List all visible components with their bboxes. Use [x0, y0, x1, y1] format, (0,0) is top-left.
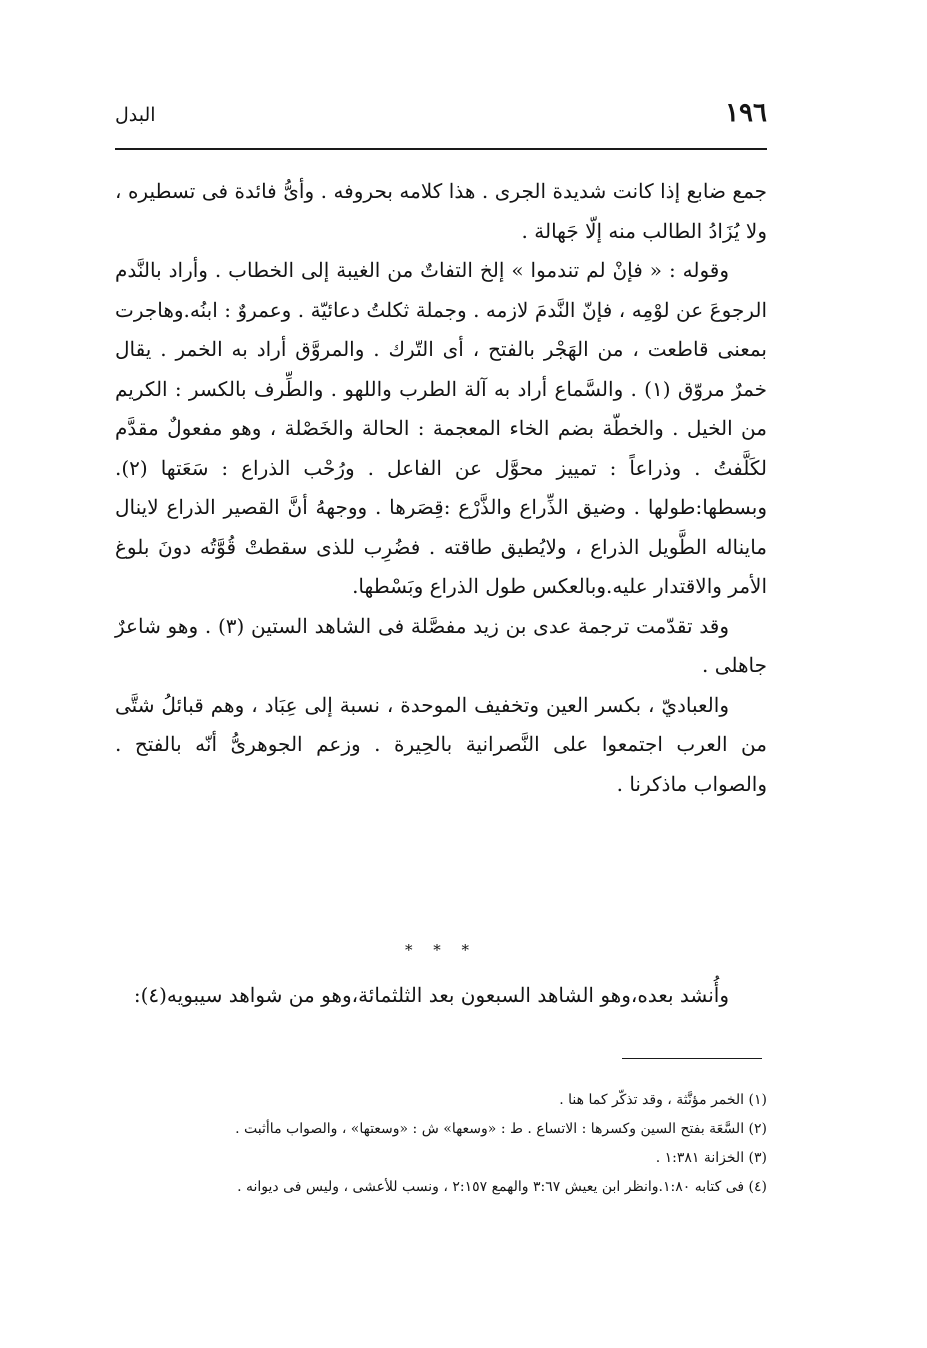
footnote: (٢) السَّعَة بفتح السين وكسرها : الاتساع . ط : «وسعها» ش : «وسعتها» ، والصواب ماأثبت .	[235, 1121, 767, 1137]
footnote: (٣) الخزانة ١:٣٨١ .	[655, 1150, 767, 1166]
page-header	[115, 98, 767, 138]
closing-line: وأُنشد بعده،وهو الشاهد السبعون بعد الثلثمائة،وهو من شواهد سيبويه(٤):	[133, 983, 729, 1007]
header-rule	[115, 148, 767, 150]
footnote: (١) الخمر مؤنَّثة ، وقد تذكّر كما هنا .	[559, 1092, 767, 1108]
page-number: ١٩٦	[725, 98, 767, 128]
main-text	[115, 172, 767, 804]
paragraph: وقد تقدّمت ترجمة عدى بن زيد مفصَّلة فى الشاهد الستين (٣) . وهو شاعرٌ جاهلى .	[115, 613, 767, 677]
running-title: البدل	[115, 104, 156, 126]
footnotes	[115, 1086, 767, 1202]
paragraph: والعباديّ ، بكسر العين وتخفيف الموحدة ، نسبة إلى عِبَاد ، وهم قبائلُ شتَّى من العرب اجتمعوا على النَّصرانية بالحِيرة . وزعم الجوهرىُّ أنّه بالفتح . والصواب ماذكرنا .	[115, 692, 767, 796]
section-separator: * * *	[404, 941, 478, 959]
footnote-rule	[622, 1058, 762, 1059]
paragraph: وقوله : « فإنْ لم تندموا » إلخ التفاتٌ من الغيبة إلى الخطاب . وأراد بالنَّدم الرجوعَ عن لوْمِه ، فإنّ النَّدمَ لازمه . وجملة ثكلتُ دعائيّة . وعمروٌ : ابنُه.وهاجرت بمعنى قاطعت ، من الهَجْر بالفتح ، أى التّرك . والمروَّق أراد به الخمر . يقال خمرٌ مروّق (١) . والسَّماع أراد به آلة الطرب واللهو . والطِّرف بالكسر : الكريم من الخيل . والخطّة بضم الخاء المعجمة : الحالة والخَصْلة ، وهو مفعولٌ مقدَّم لكَلَّفتُ . وذراعاً : تمييز محوَّل عن الفاعل . ورُحْب الذراع : سَعَتها (٢). وبسطها:طولها . وضيق الذِّراع والذَّرْع :قِصَرها . ووجههُ أنَّ القصير الذراع لاينال مايناله الطَّويل الذراع ، ولايُطيق طاقته . فضُرِب للذى سقطتْ قُوَّتُه دونَ بلوغ الأمر والاقتدار عليه.وبالعكس طول الذراع وبَسْطها.	[115, 258, 768, 598]
footnote: (٤) فى كتابه ١:٨٠.وانظر ابن يعيش ٣:٦٧ والهمع ٢:١٥٧ ، ونسب للأعشى ، وليس فى ديوانه .	[237, 1179, 767, 1195]
paragraph: جمع ضابع إذا كانت شديدة الجرى . هذا كلامه بحروفه . وأىُّ فائدة فى تسطيره ، ولا يُزَادُ الطالب منه إلّا جَهالة .	[115, 179, 767, 243]
